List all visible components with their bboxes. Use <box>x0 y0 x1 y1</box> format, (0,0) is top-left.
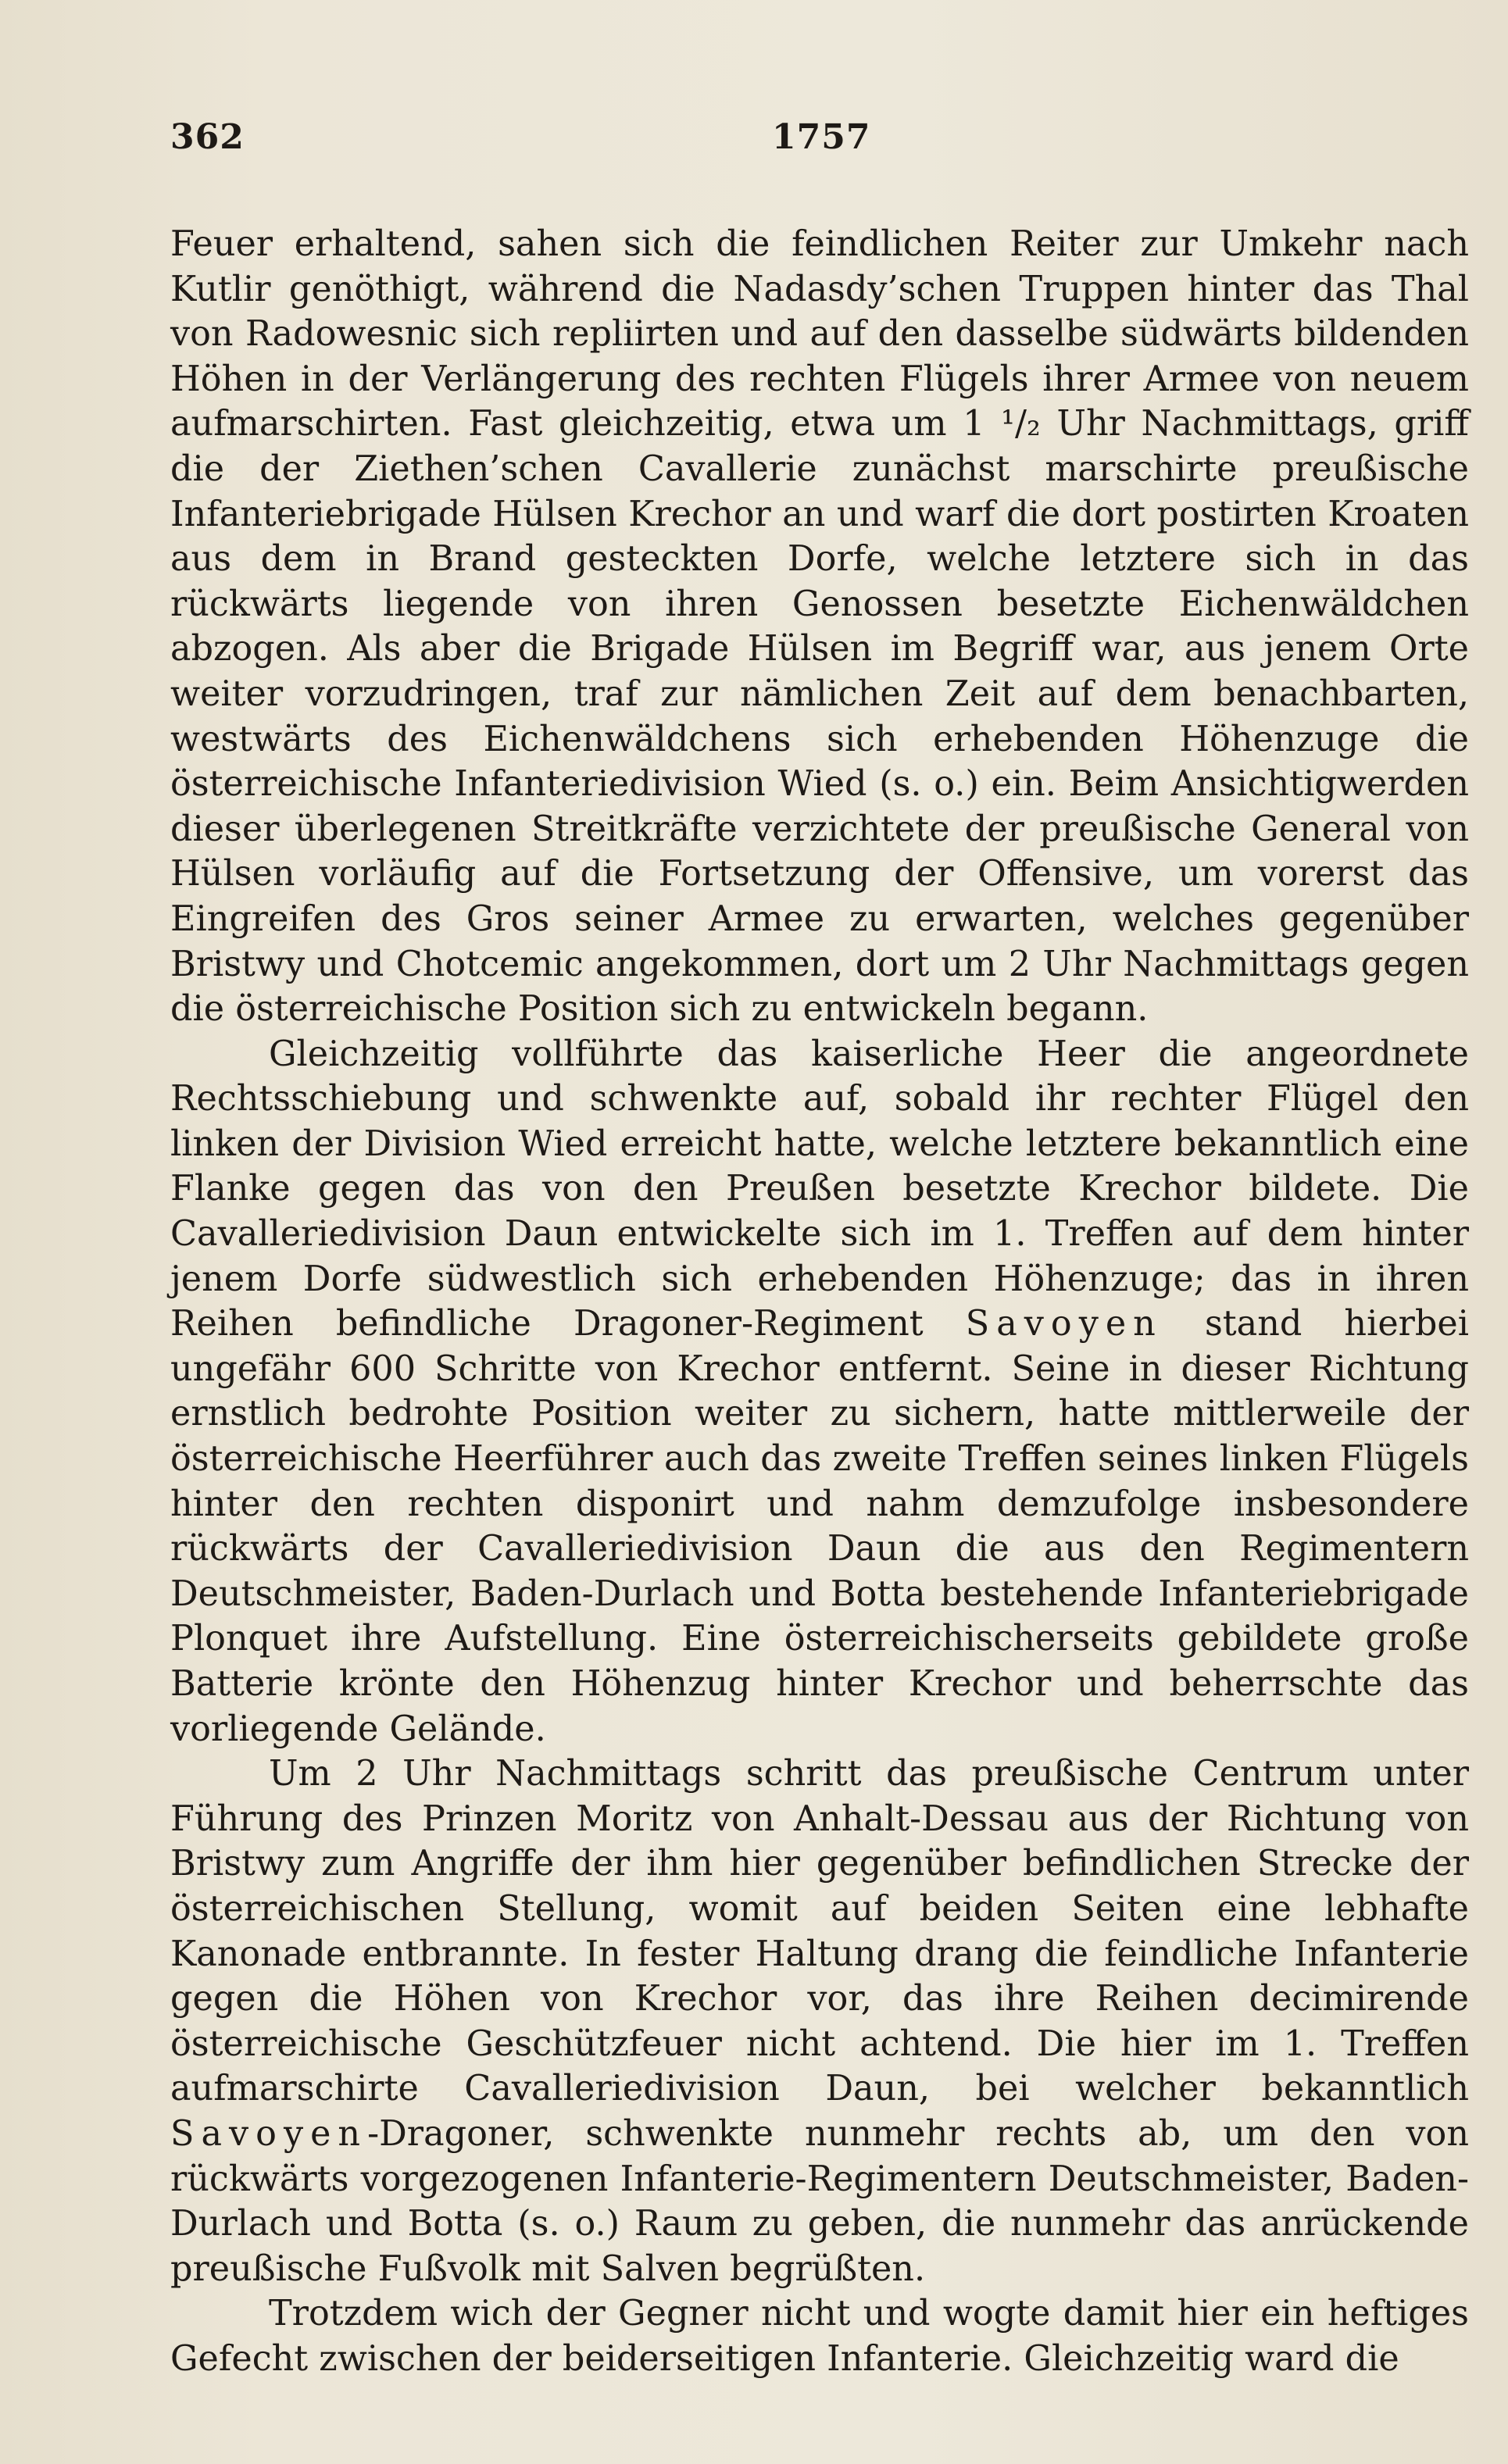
text-run: stand hierbei ungefähr 600 Schritte von Krechor entfernt. Seine in dieser Richtung ernstlich bedrohte Position weiter zu sichern, hatte mittlerweile der österreichische Heerführer auch das zweite Treffen seines linken Flügels hinter den rechten disponirt und nahm demzufolge insbesondere rückwärts der Cavalleriedivision Daun die aus den Regimentern Deutschmeister, Baden-Durlach und Botta bestehende Infanteriebrigade Plonquet ihre Aufstellung. Eine österreichischerseits gebildete große Batterie krönte den Höhenzug hinter Krechor und beherrschte das vorliegende Gelände. <box>170 1304 1469 1749</box>
page-number: 362 <box>170 117 245 157</box>
paragraph <box>170 1032 1469 1752</box>
text-run: Gleichzeitig vollführte das kaiserliche Heer die angeordnete Rechtsschiebung und schwenkte auf, sobald ihr rechter Flügel den linken der Division Wied erreicht hatte, welche letztere bekanntlich eine Flanke gegen das von den Preußen besetzte Krechor bildete. Die Cavalleriedivision Daun entwickelte sich im 1. Treffen auf dem hinter jenem Dorfe südwestlich sich erhebenden Höhenzuge; das in ihren Reihen befindliche Dragoner-Regiment <box>170 1034 1469 1344</box>
page-header <box>170 117 1469 172</box>
body-text <box>170 222 1469 2382</box>
paragraph <box>170 1752 1469 2291</box>
paragraph: Feuer erhaltend, sahen sich die feindlichen Reiter zur Umkehr nach Kutlir genöthigt, während die Nadasdy’schen Truppen hinter das Thal von Radowesnic sich repliirten und auf den dasselbe südwärts bildenden Höhen in der Verlängerung des rechten Flügels ihrer Armee von neuem aufmarschirten. Fast gleichzeitig, etwa um 1 ¹/₂ Uhr Nachmittags, griff die der Ziethen’schen Cavallerie zunächst marschirte preußische Infanteriebrigade Hülsen Krechor an und warf die dort postirten Kroaten aus dem in Brand gesteckten Dorfe, welche letztere sich in das rückwärts liegende von ihren Genossen besetzte Eichenwäldchen abzogen. Als aber die Brigade Hülsen im Begriff war, aus jenem Orte weiter vorzudringen, traf zur nämlichen Zeit auf dem benachbarten, westwärts des Eichenwäldchens sich erhebenden Höhenzuge die österreichische Infanteriedivision Wied (s. o.) ein. Beim Ansichtigwerden dieser überlegenen Streitkräfte verzichtete der preußische General von Hülsen vorläufig auf die Fortsetzung der Offensive, um vorerst das Eingreifen des Gros seiner Armee zu erwarten, welches gegenüber Bristwy und Chotcemic angekommen, dort um 2 Uhr Nachmittags gegen die österreichische Position sich zu entwickeln begann. <box>170 224 1469 1030</box>
text-run: Um 2 Uhr Nachmittags schritt das preußische Centrum unter Führung des Prinzen Moritz von Anhalt-Dessau aus der Richtung von Bristwy zum Angriffe der ihm hier gegenüber befindlichen Strecke der österreichischen Stellung, womit auf beiden Seiten eine lebhafte Kanonade entbrannte. In fester Haltung drang die feindliche Infanterie gegen die Höhen von Krechor vor, das ihre Reihen decimirende österreichische Geschützfeuer nicht achtend. Die hier im 1. Treffen aufmarschirte Cavalleriedivision Daun, bei welcher bekanntlich <box>170 1754 1469 2109</box>
running-head-year: 1757 <box>772 117 871 157</box>
paragraph: Trotzdem wich der Gegner nicht und wogte damit hier ein heftiges Gefecht zwischen der beiderseitigen Infanterie. Gleichzeitig ward die <box>170 2294 1469 2379</box>
spaced-regiment-name: Savoyen <box>170 2113 368 2154</box>
text-run: -Dragoner, schwenkte nunmehr rechts ab, um den von rückwärts vorgezogenen Infanterie-Regimentern Deutschmeister, Baden-Durlach und Botta (s. o.) Raum zu geben, die nunmehr das anrückende preußische Fußvolk mit Salven begrüßten. <box>170 2113 1469 2289</box>
spaced-regiment-name: Savoyen <box>965 1304 1163 1344</box>
